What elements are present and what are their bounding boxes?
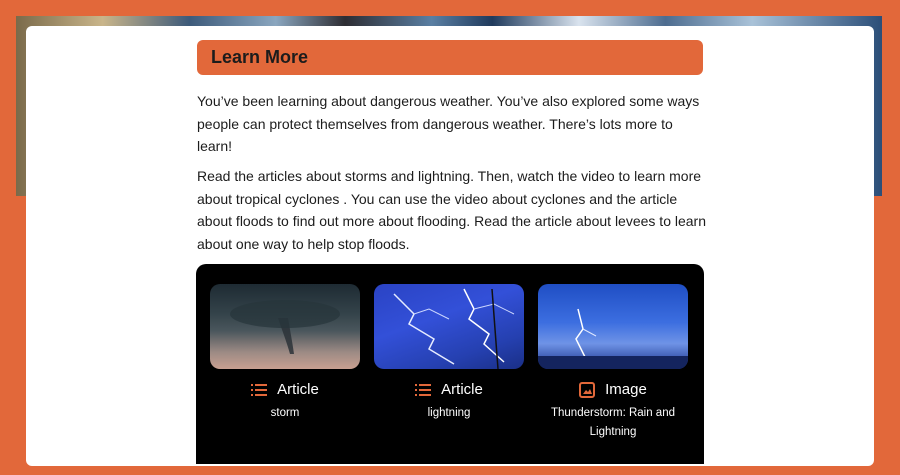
list-icon bbox=[251, 383, 267, 397]
section-header bbox=[197, 40, 703, 75]
list-icon bbox=[415, 383, 431, 397]
media-type-label: Image bbox=[605, 381, 647, 398]
thunderstorm-thumbnail[interactable] bbox=[538, 284, 688, 369]
media-card-lightning[interactable] bbox=[374, 284, 524, 423]
intro-paragraph-2: Read the articles about storms and lightning. Then, watch the video to learn more about tropical cyclones . You can use the video about cyclones and the article about floods to find out more about flooding. Read the article about levees to learn about one way to help stop floods. bbox=[197, 168, 707, 252]
media-caption[interactable]: Thunderstorm: Rain and Lightning bbox=[550, 407, 675, 438]
media-caption[interactable]: storm bbox=[270, 407, 300, 419]
storm-thumbnail[interactable] bbox=[210, 284, 360, 369]
media-type-row bbox=[538, 381, 688, 398]
image-icon bbox=[579, 382, 595, 398]
media-type-row bbox=[210, 381, 360, 398]
media-caption[interactable]: lightning bbox=[427, 407, 471, 419]
intro-paragraph-1: You’ve been learning about dangerous weather. You’ve also explored some ways people can protect themselves from dangerous weather. There’s lots more to learn! bbox=[197, 93, 700, 154]
media-type-label: Article bbox=[441, 381, 483, 398]
media-card-thunderstorm[interactable] bbox=[538, 284, 688, 442]
media-card-storm[interactable] bbox=[210, 284, 360, 423]
section-title: Learn More bbox=[211, 47, 309, 67]
media-gallery bbox=[196, 264, 704, 464]
lightning-thumbnail[interactable] bbox=[374, 284, 524, 369]
media-type-row bbox=[374, 381, 524, 398]
media-type-label: Article bbox=[277, 381, 319, 398]
